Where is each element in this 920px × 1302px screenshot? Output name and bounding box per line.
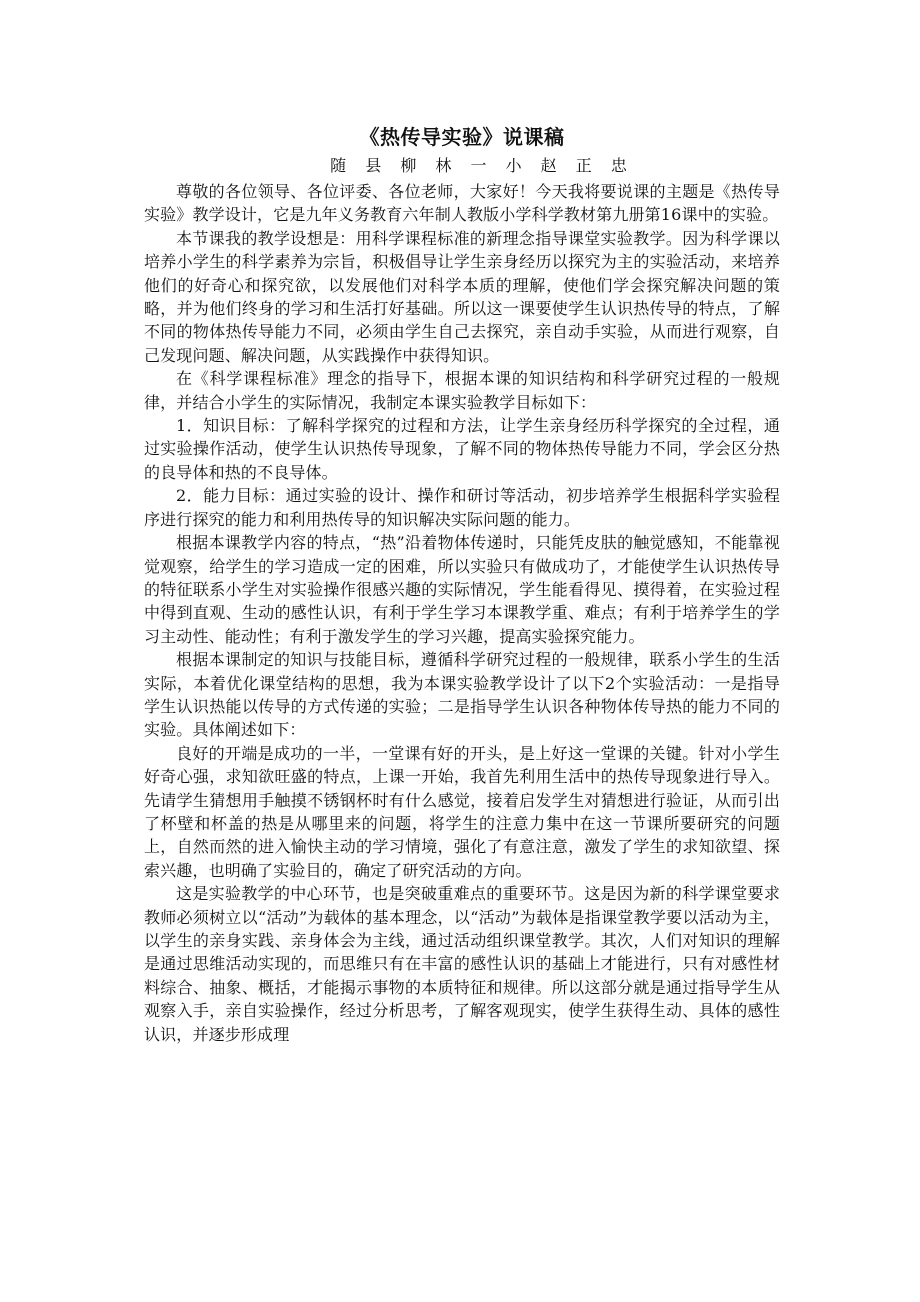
document-author: 随 县 柳 林 一 小 赵 正 忠 (330, 156, 634, 175)
paragraph-core-section: 这是实验教学的中心环节，也是突破重难点的重要环节。这是因为新的科学课堂要求教师必须树立以“活动”为载体的基本理念，以“活动”为载体是指课堂教学要以活动为主，以学生的亲身实践、亲身体会为主线，通过活动组织课堂教学。其次，人们对知识的理解是通过思维活动实现的，而思维只有在丰富的感性认识的基础上才能进行，只有对感性材料综合、抽象、概括，才能揭示事物的本质特征和规律。所以这部分就是通过指导学生从观察入手，亲自实验操作，经过分析思考，了解客观现实，使学生获得生动、具体的感性认识，并逐步形成理 (144, 884, 780, 1044)
document-body (144, 122, 780, 1046)
document-title: 《热传导实验》说课稿 (359, 125, 565, 149)
paragraph-activity-design: 根据本课制定的知识与技能目标，遵循科学研究过程的一般规律，联系小学生的生活实际，本着优化课堂结构的思想，我为本课实验教学设计了以下2个实验活动：一是指导学生认识热能以传导的方式传递的实验；二是指导学生认识各种物体传导热的能力不同的实验。具体阐述如下： (144, 650, 780, 740)
paragraph-teaching-concept: 本节课我的教学设想是：用科学课程标准的新理念指导课堂实验教学。因为科学课以培养小学生的科学素养为宗旨，积极倡导让学生亲身经历以探究为主的实验活动，来培养他们的好奇心和探究欲，以发展他们对科学本质的理解，使他们学会探究解决问题的策略，并为他们终身的学习和生活打好基础。所以这一课要使学生认识热传导的特点，了解不同的物体热传导能力不同，必须由学生自己去探究，亲自动手实验，从而进行观察，自己发现问题、解决问题，从实践操作中获得知识。 (144, 228, 780, 365)
paragraph-content-features: 根据本课教学内容的特点，“热”沿着物体传递时，只能凭皮肤的触觉感知，不能靠视觉观察，给学生的学习造成一定的困难，所以实验只有做成功了，才能使学生认识热传导的特征联系小学生对实验操作很感兴趣的实际情况，学生能看得见、摸得着，在实验过程中得到直观、生动的感性认识，有利于学生学习本课教学重、难点；有利于培养学生的学习主动性、能动性；有利于激发学生的学习兴趣，提高实验探究能力。 (144, 533, 780, 646)
paragraph-introduction: 良好的开端是成功的一半，一堂课有好的开头，是上好这一堂课的关键。针对小学生好奇心强，求知欲旺盛的特点，上课一开始，我首先利用生活中的热传导现象进行导入。先请学生猜想用手触摸不锈钢杯时有什么感觉，接着启发学生对猜想进行验证，从而引出了杯壁和杯盖的热是从哪里来的问题，将学生的注意力集中在这一节课所要研究的问题上，自然而然的进入愉快主动的学习情境，强化了有意注意，激发了学生的求知欲望、探索兴趣，也明确了实验目的，确定了研究活动的方向。 (144, 743, 780, 880)
paragraph-objectives-intro: 在《科学课程标准》理念的指导下，根据本课的知识结构和科学研究过程的一般规律，并结合小学生的实际情况，我制定本课实验教学目标如下： (144, 369, 780, 412)
paragraph-ability-objective: 2．能力目标：通过实验的设计、操作和研讨等活动，初步培养学生根据科学实验程序进行探究的能力和利用热传导的知识解决实际问题的能力。 (144, 486, 780, 529)
paragraph-greeting: 尊敬的各位领导、各位评委、各位老师，大家好！今天我将要说课的主题是《热传导实验》教学设计，它是九年义务教育六年制人教版小学科学教材第九册第16课中的实验。 (144, 182, 780, 225)
paragraph-knowledge-objective: 1．知识目标：了解科学探究的过程和方法，让学生亲身经历科学探究的全过程，通过实验操作活动，使学生认识热传导现象，了解不同的物体热传导能力不同，学会区分热的良导体和热的不良导体。 (144, 416, 780, 482)
